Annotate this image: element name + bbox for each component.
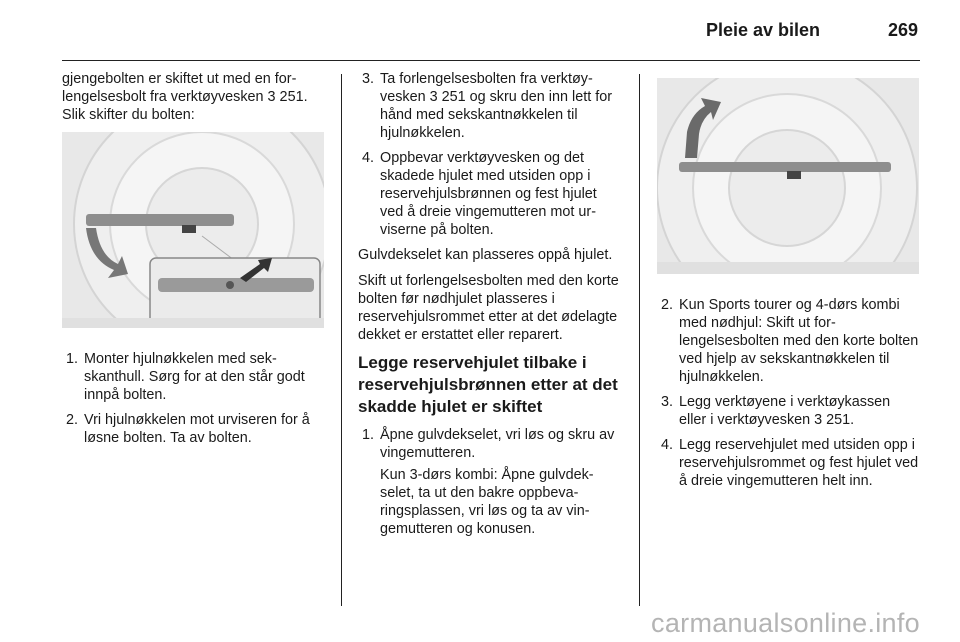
steps-list-1 [62,350,324,447]
list-item: 1. Åpne gulvdekselet, vri løs og skru av vingemutteren. Kun 3-dørs kombi: Åpne gulvdekselet, ta ut den bakre oppbevaringsplassen, vri løs og ta av vingemutteren og konusen. [358,426,622,538]
page-header-title: Pleie av bilen [705,20,820,40]
column-divider-1 [341,74,342,606]
column-2 [358,70,622,545]
list-item: 2. Kun Sports tourer og 4-dørs kombi med nødhjul: Skift ut forlengelsesbolten med den korte bolten ved hjelp av sekskantnøkkelen til hjulnøkkelen. [661,297,919,385]
header-rule [62,60,920,61]
watermark: carmanualsonline.info [651,608,920,638]
column-divider-2 [639,74,640,606]
step-subnote: Kun 3-dørs kombi: Åpne gulvdekselet, ta ut den bakre oppbevaringsplassen, vri løs og ta av vingemutteren og konusen. [380,467,594,537]
wheel-illustration-1 [62,132,324,328]
wheel-illustration-2 [657,78,919,274]
page-number: 269 [887,20,918,40]
list-item: 4. Oppbevar verktøyvesken og det skadede hjulet med utsiden opp i reservehjulsbrønnen og fest hjulet ved å dreie vingemutteren mot urviserne på bolten. [362,150,597,238]
section-heading: Legge reservehjulet tilbake i reservehjulsbrønnen etter at det skadde hjulet er skiftet [358,353,618,416]
steps-list-3 [358,426,622,538]
paragraph-floor-cover: Gulvdekselet kan plasseres oppå hjulet. [358,247,613,263]
steps-list-2 [358,70,622,239]
steps-list-4 [657,296,920,490]
column-1 [62,70,324,454]
list-item: 1. Monter hjulnøkkelen med sekskanthull. Sørg for at den står godt innpå bolten. [66,351,305,403]
column-3 [657,70,920,497]
paragraph-replace-bolt: Skift ut forlengelsesbolten med den korte bolten før nødhjulet plasseres i reservehjulsrommet etter at det ødelagte dekket er erstattet eller reparert. [358,273,619,343]
list-item: 3. Ta forlengelsesbolten fra verktøyvesken 3 251 og skru den inn lett for hånd med sekskantnøkkelen til hjulnøkkelen. [362,71,612,141]
list-item: 2. Vri hjulnøkkelen mot urviseren for å løsne bolten. Ta av bolten. [66,412,310,446]
list-item: 3. Legg verktøyene i verktøykassen eller i verktøyvesken 3 251. [661,394,891,428]
list-item: 4. Legg reservehjulet med utsiden opp i reservehjulsrommet og fest hjulet ved å dreie vingemutteren helt inn. [661,437,919,489]
intro-paragraph: gjengebolten er skiftet ut med en forlengelsesbolt fra verktøyvesken 3 251. Slik skifter du bolten: [62,71,308,123]
